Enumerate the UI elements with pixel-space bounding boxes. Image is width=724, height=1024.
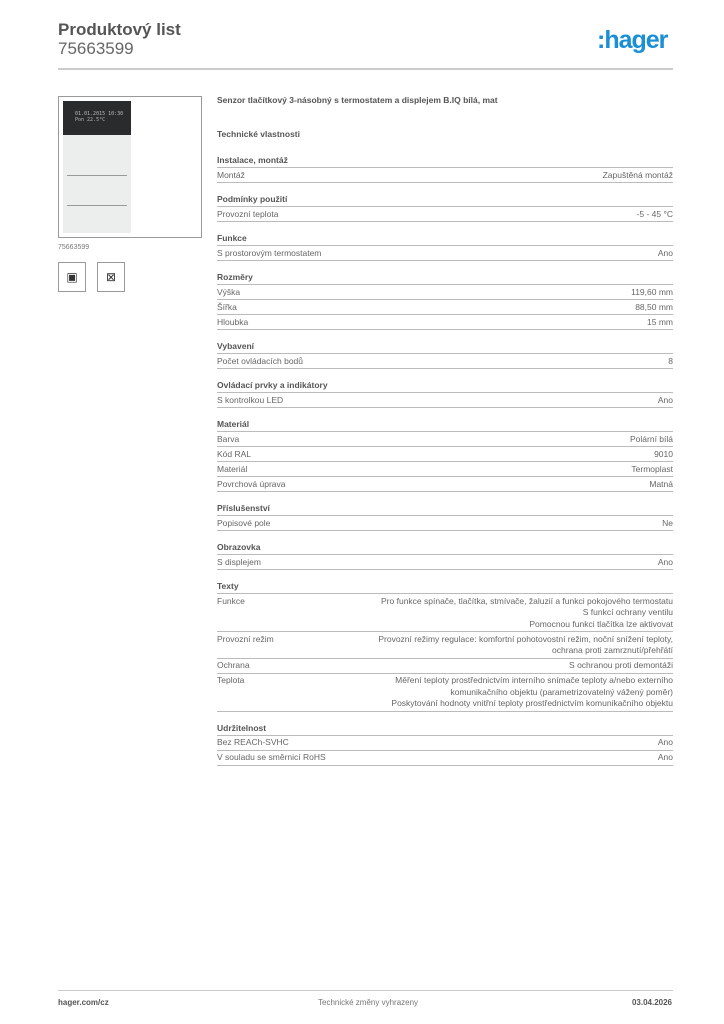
spec-row [217,751,673,766]
spec-label: Popisové pole [217,517,271,528]
display-line-2: Pon 22.5°C [75,117,106,123]
spec-row [217,315,673,330]
spec-value-line: Pomocnou funkci tlačítka lze aktivovat [529,618,673,629]
spec-value: Polární bílá [630,433,673,444]
spec-value: Ano [657,247,673,258]
spec-row [217,674,673,712]
device-display [63,101,131,135]
spec-row [217,555,673,570]
product-code: 75663599 [58,39,134,58]
spec-row [217,168,673,183]
spec-label: S kontrolkou LED [217,394,284,405]
spec-row [217,393,673,408]
weee-bin-icon: ⊠ [97,262,125,292]
spec-label: Montáž [217,169,245,180]
spec-value: Ano [657,737,673,747]
spec-value-line: Pro funkce spínače, tlačítka, stmívače, žaluzií a funkci pokojového termostatu [381,595,673,606]
spec-value [378,634,673,657]
spec-row [217,207,673,222]
button-separator [67,175,127,176]
spec-row [217,432,673,447]
spec-label: S displejem [217,556,261,567]
spec-section [217,339,673,369]
hager-logo: :hager [597,26,668,54]
spec-value: 15 mm [647,316,673,327]
spec-section [217,417,673,492]
spec-value: 119,60 mm [631,286,673,297]
footer-divider [58,990,673,991]
display-device-icon: ▣ [58,262,86,292]
spec-section [217,579,673,712]
footer-note: Technické změny vyhrazeny [318,998,419,1007]
spec-section [217,153,673,183]
spec-label: Výška [217,286,241,297]
footer-website-link[interactable]: hager.com/cz [58,998,109,1007]
spec-label: Počet ovládacích bodů [217,355,304,366]
tech-heading: Technické vlastnosti [217,129,300,139]
spec-row [217,354,673,369]
spec-section [217,231,673,261]
section-title: Funkce [217,231,673,246]
section-title: Rozměry [217,270,673,285]
spec-label: Povrchová úprava [217,478,286,489]
spec-label: Provozní režim [217,633,274,644]
spec-section [217,501,673,531]
spec-row [217,462,673,477]
product-name: Senzor tlačítkový 3-násobný s termostatem a displejem B.IQ bílá, mat [217,95,498,105]
spec-value: S ochranou proti demontáži [569,660,673,670]
spec-section [217,270,673,330]
product-image [58,96,202,238]
spec-value: Ne [662,517,673,528]
header-divider [58,68,673,70]
section-title: Obrazovka [217,540,673,555]
device-illustration [63,101,131,233]
spec-label: Bez REACh-SVHC [217,737,289,747]
spec-row [217,594,673,632]
spec-value-line: Provozní režimy regulace: komfortní pohotovostní režim, noční snížení teploty, [378,633,673,644]
spec-value: Ano [657,752,673,762]
spec-section [217,721,673,766]
spec-section [217,378,673,408]
spec-value: 8 [668,355,673,366]
button-separator [67,205,127,206]
spec-label: Šířka [217,301,237,312]
section-title: Ovládací prvky a indikátory [217,378,673,393]
spec-value [381,596,673,631]
spec-row [217,246,673,261]
section-title: Podmínky použití [217,192,673,207]
spec-value-line: komunikačního objektu (parametrizovatelný vážený poměr) [450,686,673,697]
section-title: Materiál [217,417,673,432]
spec-row [217,447,673,462]
spec-row [217,285,673,300]
spec-content [217,95,673,775]
spec-section [217,540,673,570]
spec-label: Teplota [217,675,245,685]
spec-label: Kód RAL [217,448,252,459]
image-caption: 75663599 [58,244,90,251]
footer-date: 03.04.2026 [631,998,672,1007]
spec-value: Matná [649,478,673,489]
spec-value: -5 - 45 °C [636,208,673,219]
spec-label: Materiál [217,463,248,474]
section-title: Příslušenství [217,501,673,516]
spec-value: Zapuštěná montáž [602,169,673,180]
display-line-1: 01.01.2015 10:30 [75,111,124,117]
spec-label: Hloubka [217,316,249,327]
section-title: Udržitelnost [217,721,673,736]
spec-value-line: S funkcí ochrany ventilu [582,607,673,617]
spec-row [217,659,673,674]
spec-value: Termoplast [631,463,673,474]
section-title: Vybavení [217,339,673,354]
section-title: Instalace, montáž [217,153,673,168]
page-title: Produktový list [58,20,181,39]
spec-value: 9010 [654,448,673,459]
spec-value-line: Měření teploty prostřednictvím interního snímače teploty a/nebo externího [395,675,673,685]
spec-row [217,300,673,315]
spec-label: V souladu se směrnicí RoHS [217,752,326,762]
spec-value-line: ochrana proti zamrznutí/přehřátí [552,645,673,655]
spec-row [217,516,673,531]
spec-label: Ochrana [217,660,250,670]
spec-row [217,736,673,751]
spec-value-line: Poskytování hodnoty vnitřní teploty prostřednictvím komunikačního objektu [391,698,673,708]
section-title: Texty [217,579,673,594]
spec-label: S prostorovým termostatem [217,247,322,258]
spec-row [217,632,673,659]
spec-label: Provozní teplota [217,208,279,219]
spec-section [217,192,673,222]
spec-value: 88,50 mm [635,301,673,312]
spec-value: Ano [657,394,673,405]
spec-value: Ano [657,556,673,567]
spec-value [391,675,673,710]
spec-label: Barva [217,433,240,444]
spec-row [217,477,673,492]
spec-label: Funkce [217,595,245,606]
